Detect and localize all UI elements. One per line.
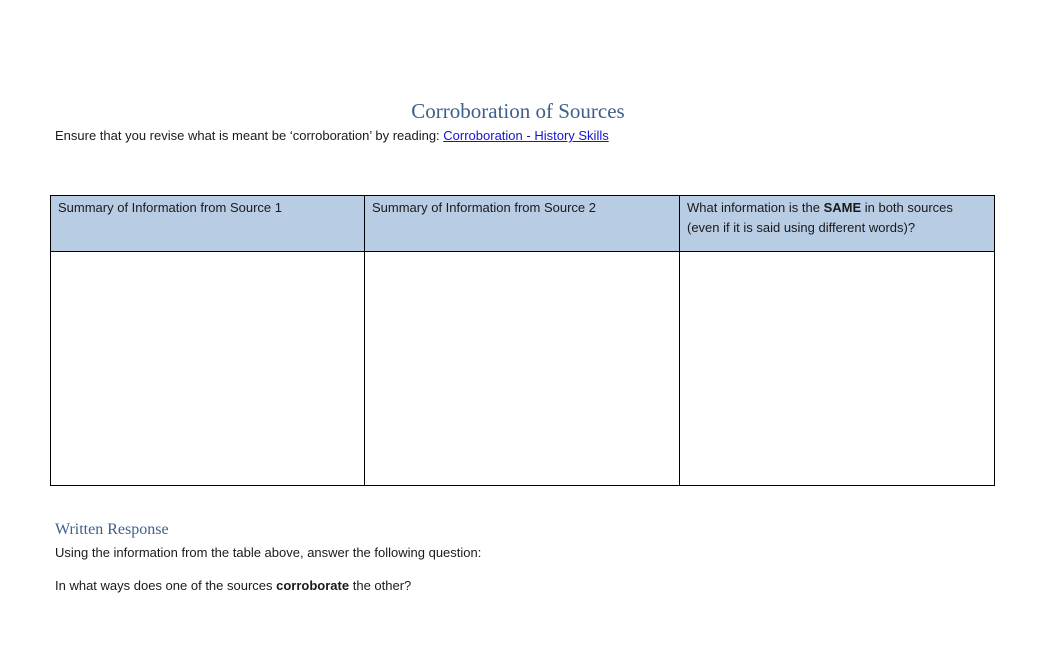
written-response-heading: Written Response bbox=[55, 521, 169, 538]
header-source-1: Summary of Information from Source 1 bbox=[51, 196, 365, 252]
question-before: In what ways does one of the sources bbox=[55, 578, 277, 593]
question-bold: corroborate bbox=[276, 578, 350, 593]
intro-paragraph bbox=[55, 128, 609, 144]
header-same-before: What information is the bbox=[687, 200, 824, 215]
corroboration-link[interactable]: Corroboration - History Skills bbox=[443, 128, 609, 143]
intro-text: Ensure that you revise what is meant be ‘corroboration’ by reading: bbox=[55, 128, 444, 143]
header-same-bold: SAME bbox=[823, 200, 862, 215]
source-1-cell[interactable] bbox=[51, 252, 365, 486]
table-row bbox=[51, 252, 995, 486]
same-info-cell[interactable] bbox=[680, 252, 995, 486]
question-text bbox=[55, 578, 411, 594]
source-2-cell[interactable] bbox=[365, 252, 680, 486]
corroboration-table bbox=[50, 195, 995, 486]
header-same-info bbox=[680, 196, 995, 252]
header-same-after: in both sources (even if it is said using different words)? bbox=[687, 200, 953, 235]
page-title: Corroboration of Sources bbox=[411, 99, 625, 123]
table-header-row bbox=[51, 196, 995, 252]
instruction-text: Using the information from the table above, answer the following question: bbox=[55, 545, 482, 560]
question-after: the other? bbox=[349, 578, 412, 593]
header-source-2: Summary of Information from Source 2 bbox=[365, 196, 680, 252]
